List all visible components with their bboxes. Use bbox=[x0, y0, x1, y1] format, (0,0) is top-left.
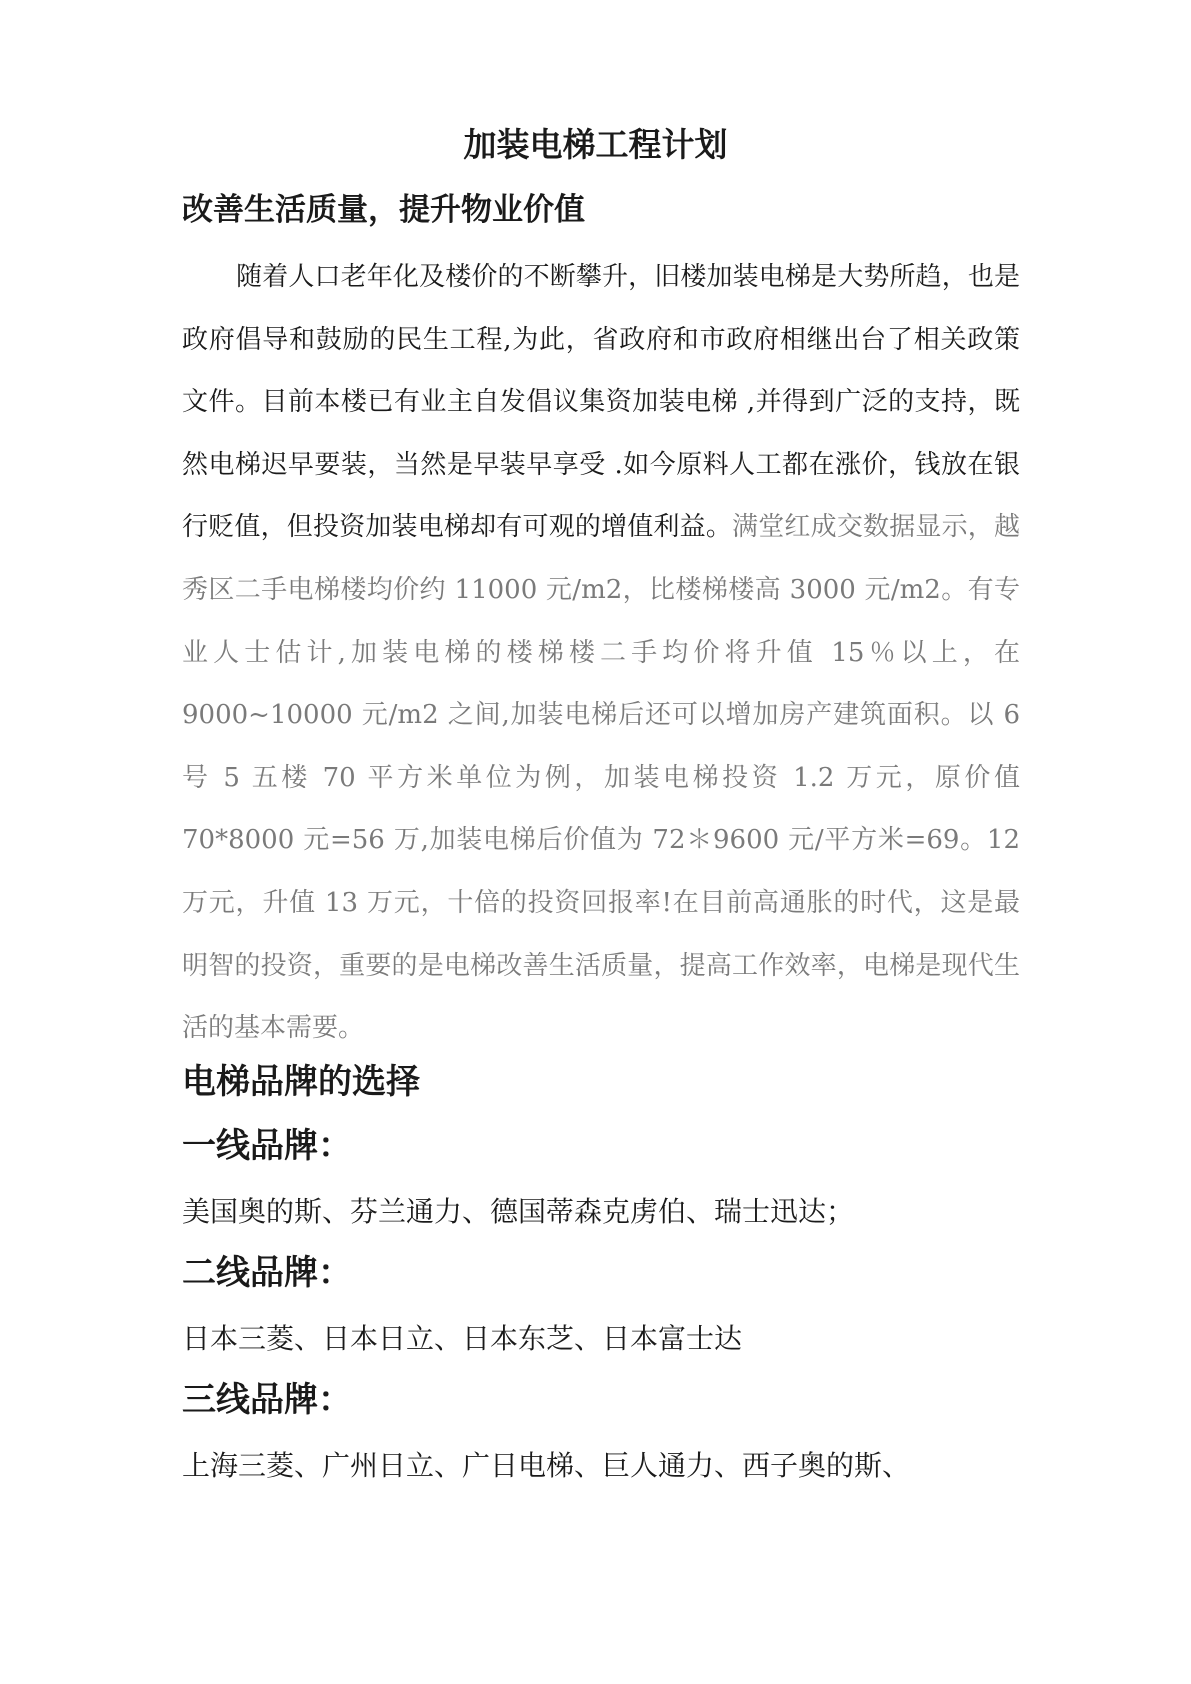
paragraph-part-2: 满堂红成交数据显示，越秀区二手电梯楼均价约 11000 元/m2，比楼梯楼高 3000 元/m2。有专业人士估计,加装电梯的楼梯楼二手均价将升值 15％以上，在 9000~10000 元/m2 之间,加装电梯后还可以增加房产建筑面积。以 6 号 5 五楼 70 平方米单位为例，加装电梯投资 1.2 万元，原价值 70*8000 元=56 万,加装电梯后价值为 72＊9600 元/平方米=69。12 万元，升值 13 万元，十倍的投资回报率!在目前高通胀的时代，这是最明智的投资，重要的是电梯改善生活质量，提高工作效率，电梯是现代生活的基本需要。 bbox=[182, 512, 1020, 1044]
tier-2-brands: 日本三菱、日本日立、日本东芝、日本富士达 bbox=[182, 1322, 743, 1355]
paragraph-part-1: 随着人口老年化及楼价的不断攀升，旧楼加装电梯是大势所趋，也是政府倡导和鼓励的民生工程,为此，省政府和市政府相继出台了相关政策文件。目前本楼已有业主自发倡议集资加装电梯 ,并得到广泛的支持，既然电梯迟早要装，当然是早装早享受 .如今原料人工都在涨价，钱放在银行贬值，但投资加装电梯却有可观的增值利益。 bbox=[182, 262, 1020, 543]
brand-section-heading: 电梯品牌的选择 bbox=[182, 1062, 420, 1102]
tier-3-heading: 三线品牌： bbox=[182, 1380, 352, 1420]
tier-1-heading: 一线品牌： bbox=[182, 1126, 352, 1166]
section-subtitle: 改善生活质量，提升物业价值 bbox=[182, 192, 585, 228]
tier-3-brands: 上海三菱、广州日立、广日电梯、巨人通力、西子奥的斯、 bbox=[182, 1449, 911, 1482]
tier-2-heading: 二线品牌： bbox=[182, 1253, 352, 1293]
body-paragraph bbox=[182, 246, 1020, 1060]
tier-1-brands: 美国奥的斯、芬兰通力、德国蒂森克虏伯、瑞士迅达； bbox=[182, 1195, 855, 1228]
document-title: 加装电梯工程计划 bbox=[463, 125, 728, 164]
